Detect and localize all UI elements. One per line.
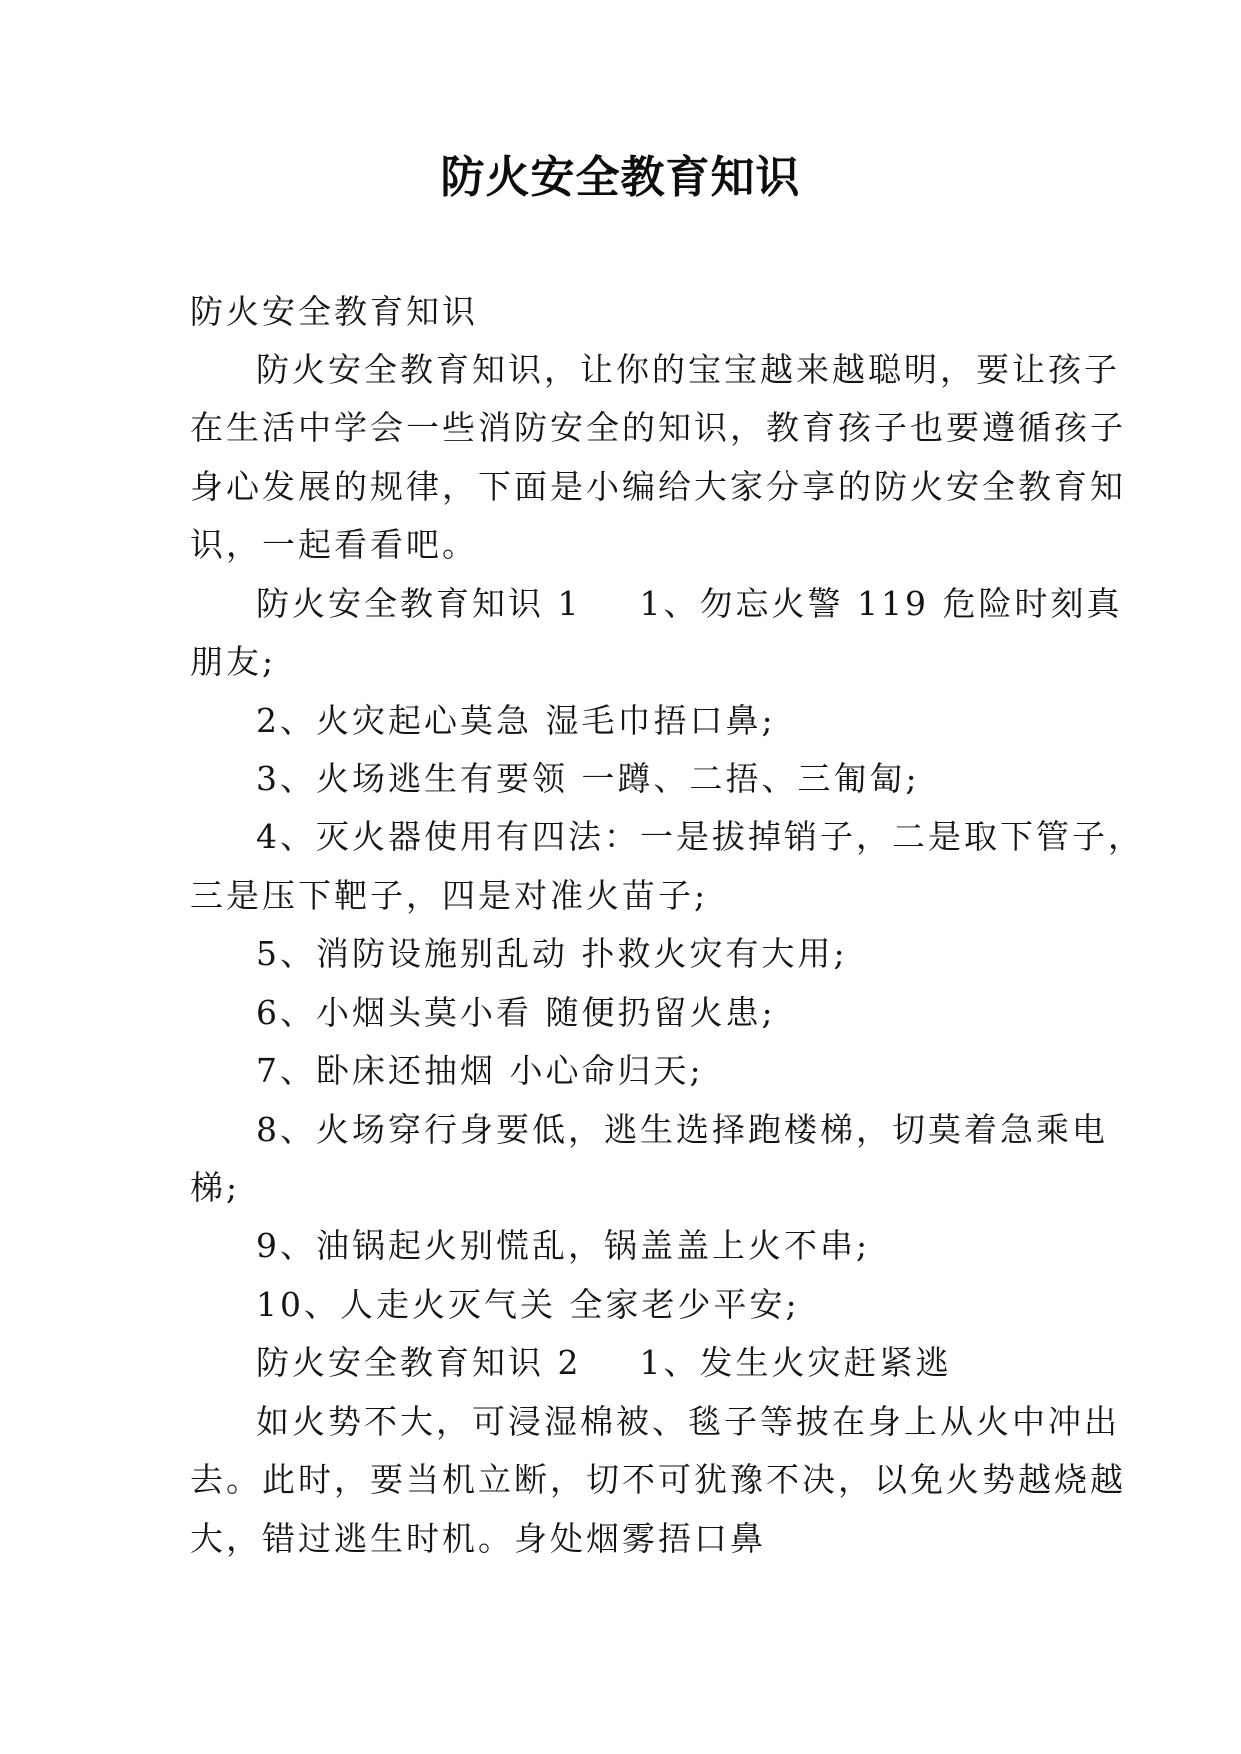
section-1-item-3: 3、火场逃生有要领 一蹲、二捂、三匍匐; bbox=[256, 759, 920, 798]
section-1-item-10: 10、人走火灭气关 全家老少平安; bbox=[256, 1285, 800, 1324]
section-1-item-9: 9、油锅起火别慌乱，锅盖盖上火不串; bbox=[256, 1226, 871, 1265]
section-2-heading-line bbox=[256, 1341, 952, 1385]
section-1-item-7: 7、卧床还抽烟 小心命归天; bbox=[256, 1051, 704, 1090]
section-2-para-line-2: 去。此时，要当机立断，切不可犹豫不决，以免火势越烧越 bbox=[190, 1460, 1126, 1499]
intro-line-1: 防火安全教育知识，让你的宝宝越来越聪明，要让孩子 bbox=[256, 350, 1120, 389]
section-1-heading: 防火安全教育知识 1 bbox=[256, 584, 582, 623]
intro-line-4: 识，一起看看吧。 bbox=[190, 525, 478, 564]
section-1-item-4-cont: 三是压下靶子，四是对准火苗子; bbox=[190, 876, 709, 915]
section-1-item-1-cont: 朋友; bbox=[190, 642, 277, 681]
section-1-item-5: 5、消防设施别乱动 扑救火灾有大用; bbox=[256, 934, 848, 973]
section-2-heading: 防火安全教育知识 2 bbox=[256, 1343, 582, 1382]
section-2-para-line-3: 大，错过逃生时机。身处烟雾捂口鼻 bbox=[190, 1519, 766, 1558]
section-2-item-1: 1、发生火灾赶紧逃 bbox=[639, 1343, 952, 1382]
section-1-item-2: 2、火灾起心莫急 湿毛巾捂口鼻; bbox=[256, 701, 776, 740]
section-1-item-8-cont: 梯; bbox=[190, 1168, 241, 1207]
intro-line-3: 身心发展的规律，下面是小编给大家分享的防火安全教育知 bbox=[190, 467, 1126, 506]
section-1-item-6: 6、小烟头莫小看 随便扔留火患; bbox=[256, 993, 776, 1032]
intro-line-2: 在生活中学会一些消防安全的知识，教育孩子也要遵循孩子 bbox=[190, 408, 1126, 447]
section-2-para-line-1: 如火势不大，可浸湿棉被、毯子等披在身上从火中冲出 bbox=[256, 1402, 1120, 1441]
document-title: 防火安全教育知识 bbox=[440, 152, 801, 203]
section-1-heading-line bbox=[256, 582, 1122, 626]
section-1-item-4: 4、灭火器使用有四法：一是拔掉销子，二是取下管子， bbox=[256, 817, 1144, 856]
section-1-item-8: 8、火场穿行身要低，逃生选择跑楼梯，切莫着急乘电 bbox=[256, 1110, 1108, 1149]
section-1-item-1: 1、勿忘火警 119 危险时刻真 bbox=[639, 584, 1123, 623]
subtitle: 防火安全教育知识 bbox=[190, 292, 478, 331]
